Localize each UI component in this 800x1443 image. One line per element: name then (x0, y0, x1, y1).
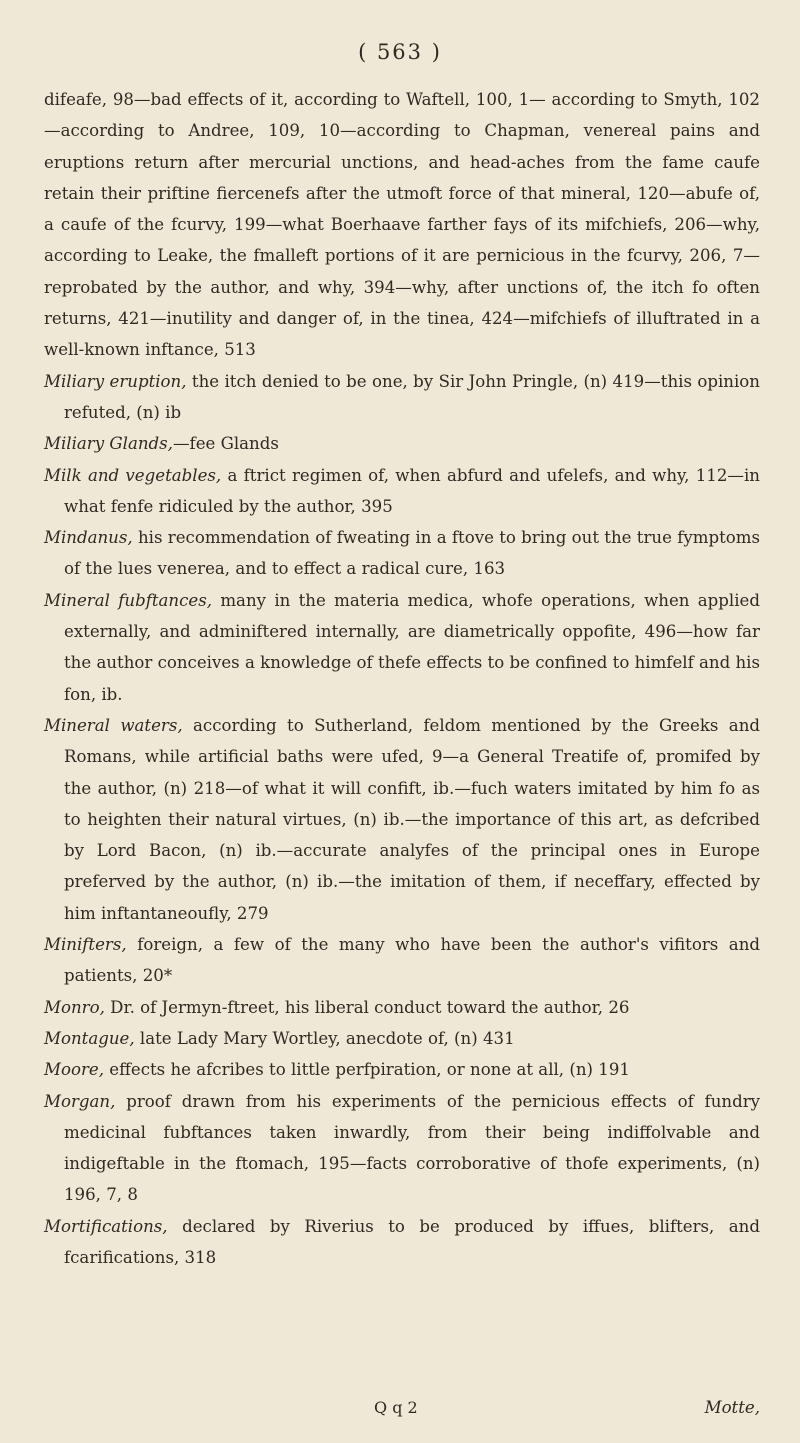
entry-text: many in the materia medica, whofe operations, when applied externally, and adminiftered internally, are diametrically oppofite, 496—how far the author conceives a knowledge of thefe effects to be confined to himfelf and his fon, ib. (64, 590, 760, 704)
entry-heading: Minifters, (44, 935, 127, 955)
entry-text: his recommendation of fweating in a ftove to bring out the true fymptoms of the lues venerea, and to effect a radical cure, 163 (64, 528, 760, 579)
index-entry-ministers (44, 929, 760, 992)
signature-mark: Q q 2 (374, 1398, 418, 1417)
index-entry-morgan (44, 1086, 760, 1211)
entry-heading: Miliary Glands, (44, 434, 173, 454)
entry-text: Dr. of Jermyn-ftreet, his liberal conduct toward the author, 26 (110, 997, 630, 1017)
entry-text: late Lady Mary Wortley, anecdote of, (n) 431 (139, 1028, 515, 1048)
index-entry-monro (44, 992, 760, 1023)
index-entry-miliary-eruption (44, 366, 760, 429)
entry-heading: Mortifications, (44, 1216, 168, 1236)
catchword: Motte, (704, 1398, 760, 1417)
page-number: ( 563 ) (358, 40, 442, 64)
entry-text: the itch denied to be one, by Sir John Pringle, (n) 419—this opinion refuted, (n) ib (64, 371, 760, 422)
index-entry-mindanus (44, 522, 760, 585)
entry-heading: Milk and vegetables, (44, 465, 222, 485)
entry-heading: Mineral waters, (44, 715, 183, 735)
index-entry-mineral-waters (44, 710, 760, 929)
page-footer (44, 1398, 760, 1428)
index-body (44, 84, 760, 1273)
entry-text: a ftrict regimen of, when abfurd and ufelefs, and why, 112—in what fenfe ridiculed by the author, 395 (64, 465, 760, 516)
entry-text: —fee Glands (172, 434, 279, 454)
entry-heading: Monro, (44, 997, 105, 1017)
index-entry-milk-and-vegetables (44, 460, 760, 523)
index-entry-montague (44, 1023, 760, 1054)
index-entry-moore (44, 1054, 760, 1085)
index-entry-mineral-substances (44, 585, 760, 710)
index-entry-mortifications (44, 1211, 760, 1274)
entry-text: effects he afcribes to little perfpiration, or none at all, (n) 191 (109, 1060, 630, 1080)
entry-heading: Montague, (44, 1028, 135, 1048)
entry-text: difeafe, 98—bad effects of it, according to Waftell, 100, 1— according to Smyth, 102—according to Andree, 109, 10—according to Chapman, venereal pains and eruptions return after mercurial unctions, and head-aches from the fame caufe retain their priftine fiercenefs after the utmoft force of that mineral, 120—abufe of, a caufe of the fcurvy, 199—what Boerhaave farther fays of its mifchiefs, 206—why, according to Leake, the fmalleft portions of it are pernicious in the fcurvy, 206, 7—reprobated by the author, and why, 394—why, after unctions of, the itch fo often returns, 421—inutility and danger of, in the tinea, 424—mifchiefs of illuftrated in a well-known inftance, 513 (44, 90, 760, 360)
index-entry-miliary-glands (44, 428, 760, 459)
index-entry-continuation (44, 84, 760, 366)
entry-text: foreign, a few of the many who have been the author's vifitors and patients, 20* (64, 935, 761, 986)
entry-heading: Miliary eruption, (44, 371, 187, 391)
entry-heading: Mineral fubftances, (44, 590, 212, 610)
entry-text: according to Sutherland, feldom mentioned by the Greeks and Romans, while artificial baths were ufed, 9—a General Treatife of, promifed by the author, (n) 218—of what it will confift, ib.—fuch waters imitated by him fo as to heighten their natural virtues, (n) ib.—the importance of this art, as defcribed by Lord Bacon, (n) ib.—accurate analyfes of the principal ones in Europe preferved by the author, (n) ib.—the imitation of them, if neceffary, effected by him inftantaneoufly, 279 (64, 715, 760, 923)
entry-text: declared by Riverius to be produced by iffues, blifters, and fcarifications, 318 (64, 1216, 760, 1267)
entry-heading: Morgan, (44, 1091, 116, 1111)
entry-text: proof drawn from his experiments of the pernicious effects of fundry medicinal fubftances taken inwardly, from their being indiffolvable and indigeftable in the ftomach, 195—facts corroborative of thofe experiments, (n) 196, 7, 8 (64, 1091, 760, 1205)
entry-heading: Mindanus, (44, 528, 133, 548)
entry-heading: Moore, (44, 1060, 104, 1080)
